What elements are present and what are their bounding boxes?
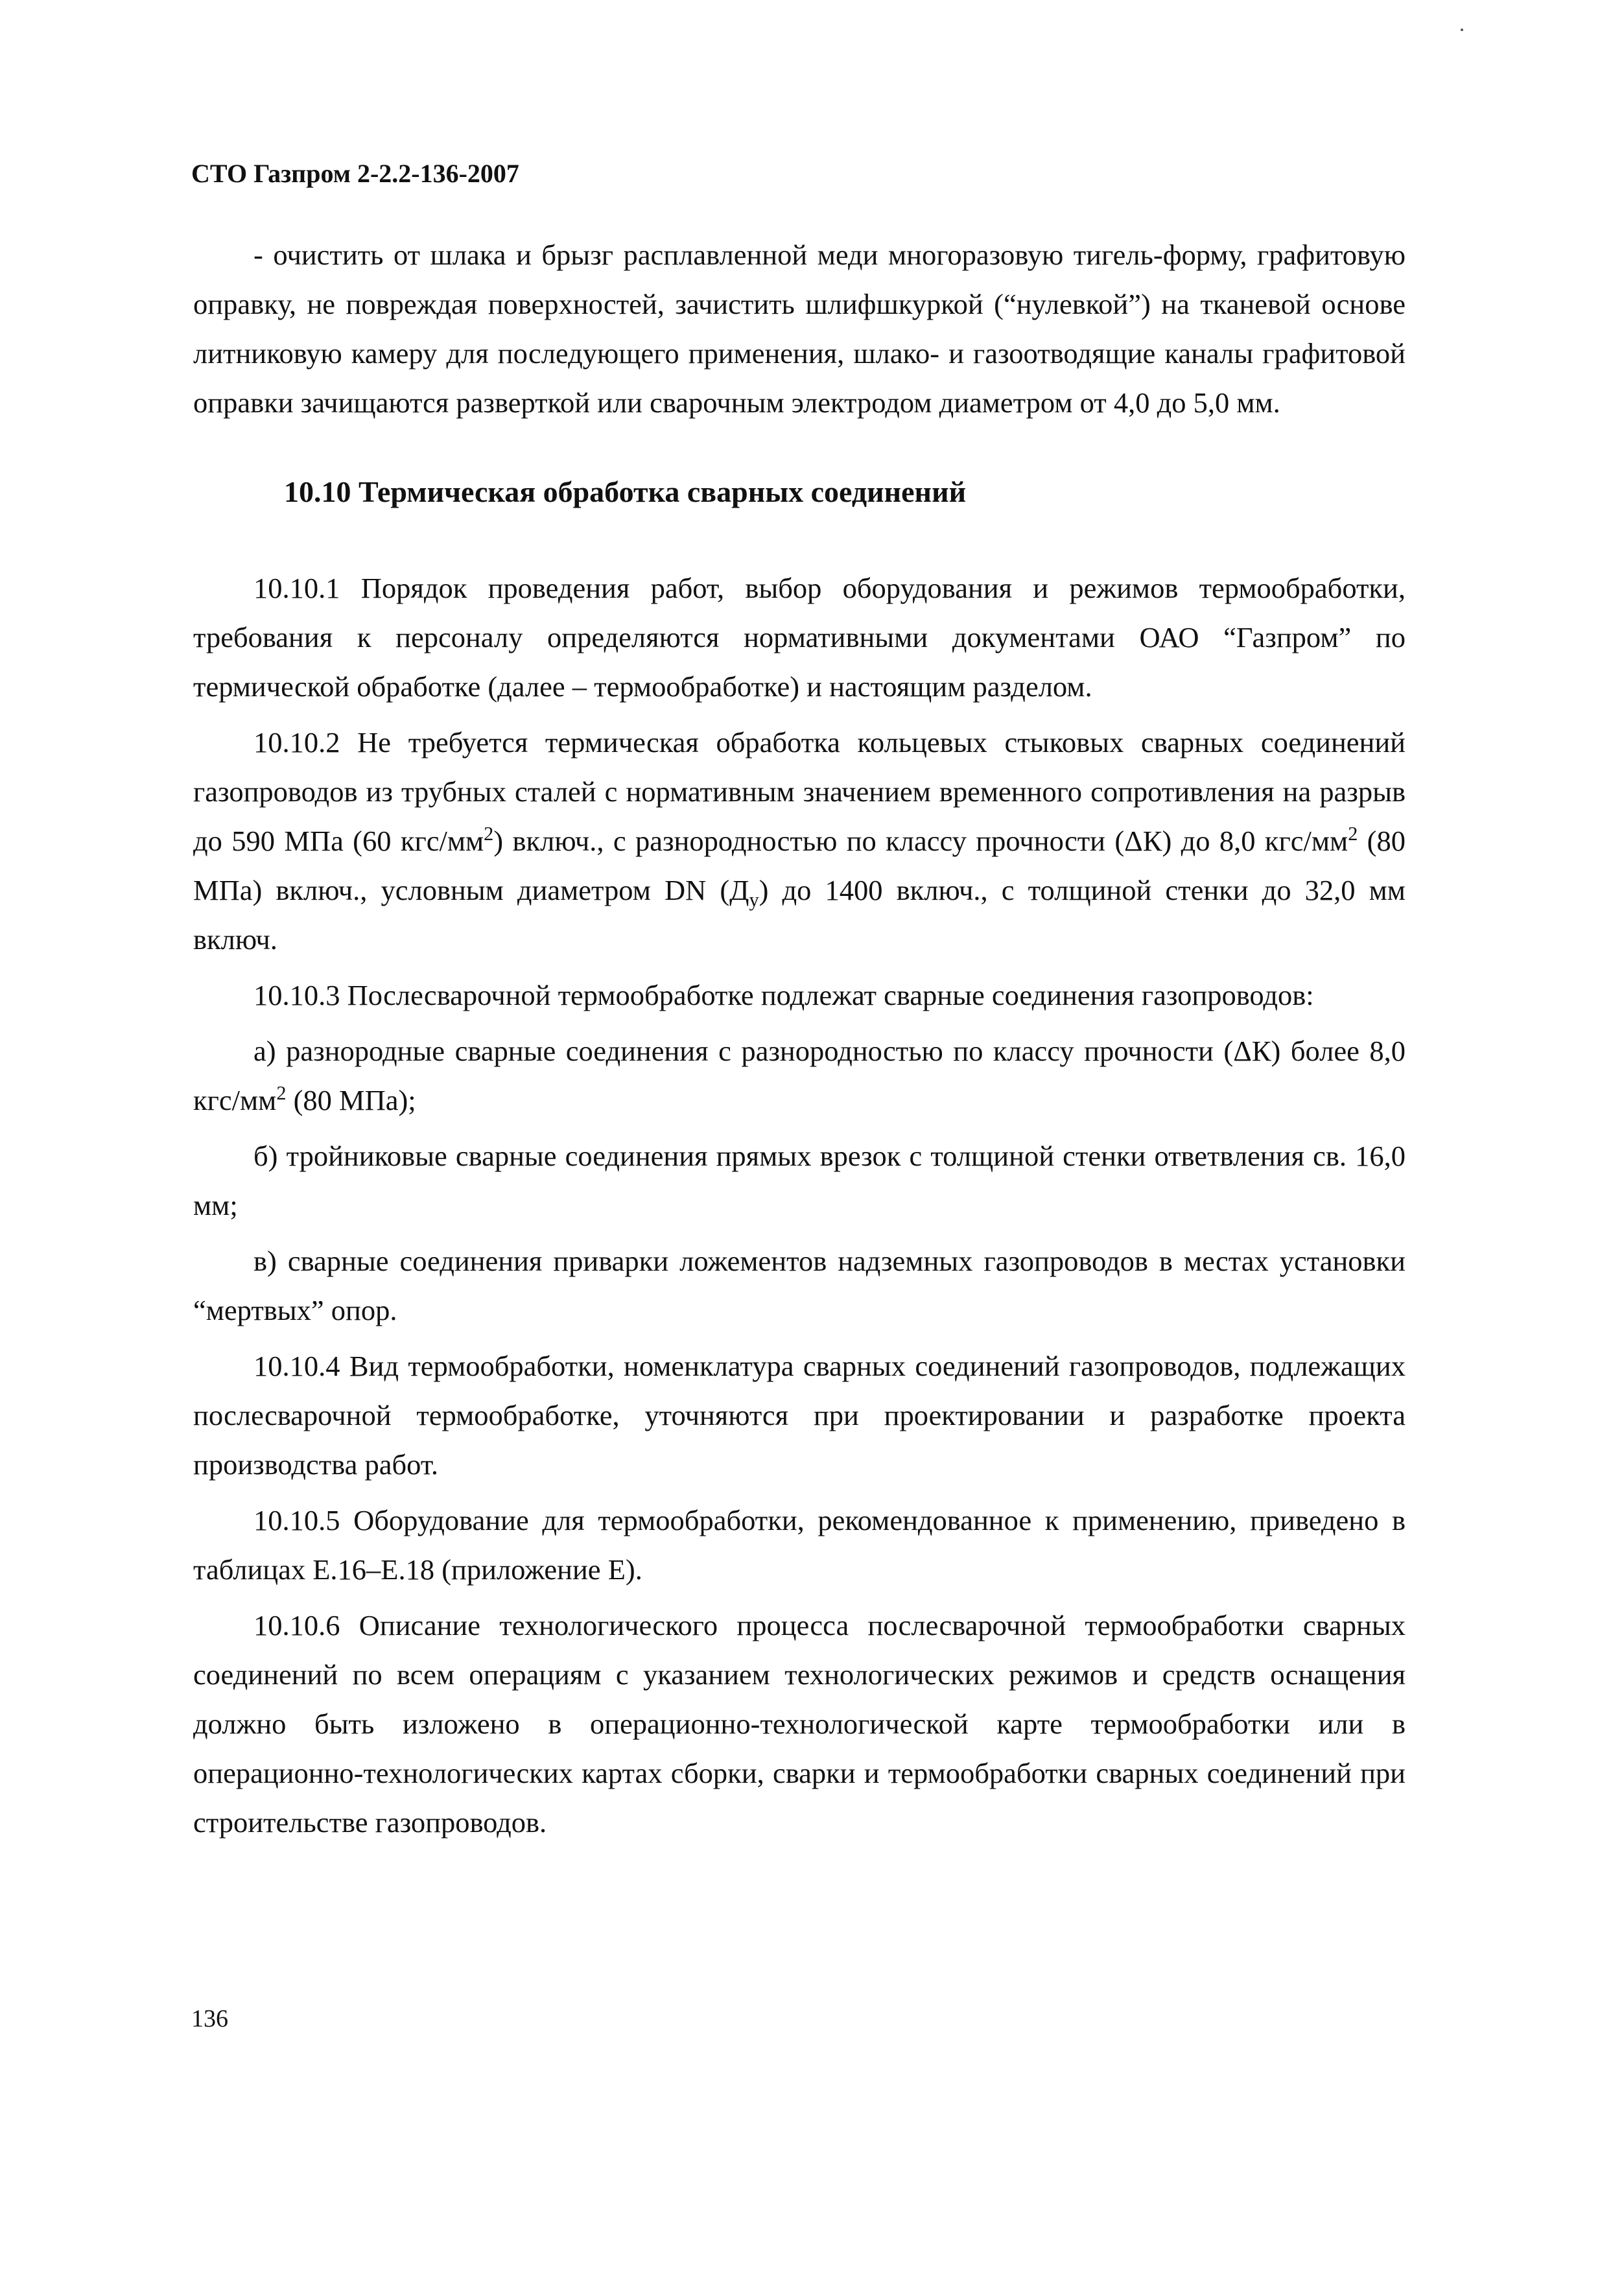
paragraph-10-10-2-text: (80 МПа) включ., условным диаметром DN (Д (193, 825, 1406, 906)
page-content (193, 230, 1406, 1847)
list-item-a-text: а) разнородные сварные соединения с разнородностью по классу прочности (ΔК) более 8,0 кгс/мм (193, 1035, 1406, 1116)
page-number: 136 (191, 2005, 228, 2032)
superscript: 2 (276, 1082, 287, 1105)
superscript: 2 (484, 823, 494, 845)
paragraph-10-10-2-text: 10.10.2 Не требуется термическая обработка кольцевых стыковых сварных соединений газопроводов из трубных сталей с нормативным значением временного сопротивления на разрыв до 590 МПа (60 кгс/мм (193, 726, 1406, 857)
superscript: 2 (1348, 823, 1358, 845)
running-header: СТО Газпром 2-2.2-136-2007 (191, 159, 519, 188)
list-item-a-text: (80 МПа); (286, 1084, 416, 1116)
paragraph-10-10-3: 10.10.3 Послесварочной термообработке подлежат сварные соединения газопроводов: (253, 979, 1314, 1011)
subscript: у (749, 888, 759, 911)
paragraph-10-10-5: 10.10.5 Оборудование для термообработки, рекомендованное к применению, приведено в таблицах Е.16–Е.18 (приложение Е). (193, 1504, 1406, 1586)
paragraph-10-10-1: 10.10.1 Порядок проведения работ, выбор оборудования и режимов термообработки, требования к персоналу определяются нормативными документами ОАО “Газпром” по термической обработке (далее – термообработке) и настоящим разделом. (193, 572, 1406, 703)
paragraph-10-10-6: 10.10.6 Описание технологического процесса послесварочной термообработки сварных соединений по всем операциям с указанием технологических режимов и средств оснащения должно быть изложено в операционно-технологической карте термообработки или в операционно-технологических картах сборки, сварки и термообработки сварных соединений при строительстве газопроводов. (193, 1609, 1406, 1839)
paragraph-10-10-2-text: ) до 1400 включ., с толщиной стенки до 32,0 мм включ. (193, 874, 1406, 956)
list-item-v: в) сварные соединения приварки ложементов надземных газопроводов в местах установки “мертвых” опор. (193, 1245, 1406, 1326)
list-item-b: б) тройниковые сварные соединения прямых врезок с толщиной стенки ответвления св. 16,0 мм; (193, 1140, 1406, 1221)
paragraph-10-10-2 (193, 718, 1406, 964)
paragraph-10-10-2-text: ) включ., с разнородностью по классу прочности (ΔК) до 8,0 кгс/мм (493, 825, 1348, 857)
paragraph-10-10-4: 10.10.4 Вид термообработки, номенклатура сварных соединений газопроводов, подлежащих послесварочной термообработке, уточняются при проектировании и разработке проекта производства работ. (193, 1350, 1406, 1481)
section-heading: 10.10 Термическая обработка сварных соединений (284, 475, 967, 508)
scan-speck (1461, 29, 1463, 31)
list-item-a (193, 1026, 1406, 1125)
intro-paragraph: - очистить от шлака и брызг расплавленной меди многоразовую тигель-форму, графитовую оправку, не повреждая поверхностей, зачистить шлифшкуркой (“нулевкой”) на тканевой основе литниковую камеру для последующего применения, шлако- и газоотводящие каналы графитовой оправки зачищаются разверткой или сварочным электродом диаметром от 4,0 до 5,0 мм. (193, 239, 1406, 419)
